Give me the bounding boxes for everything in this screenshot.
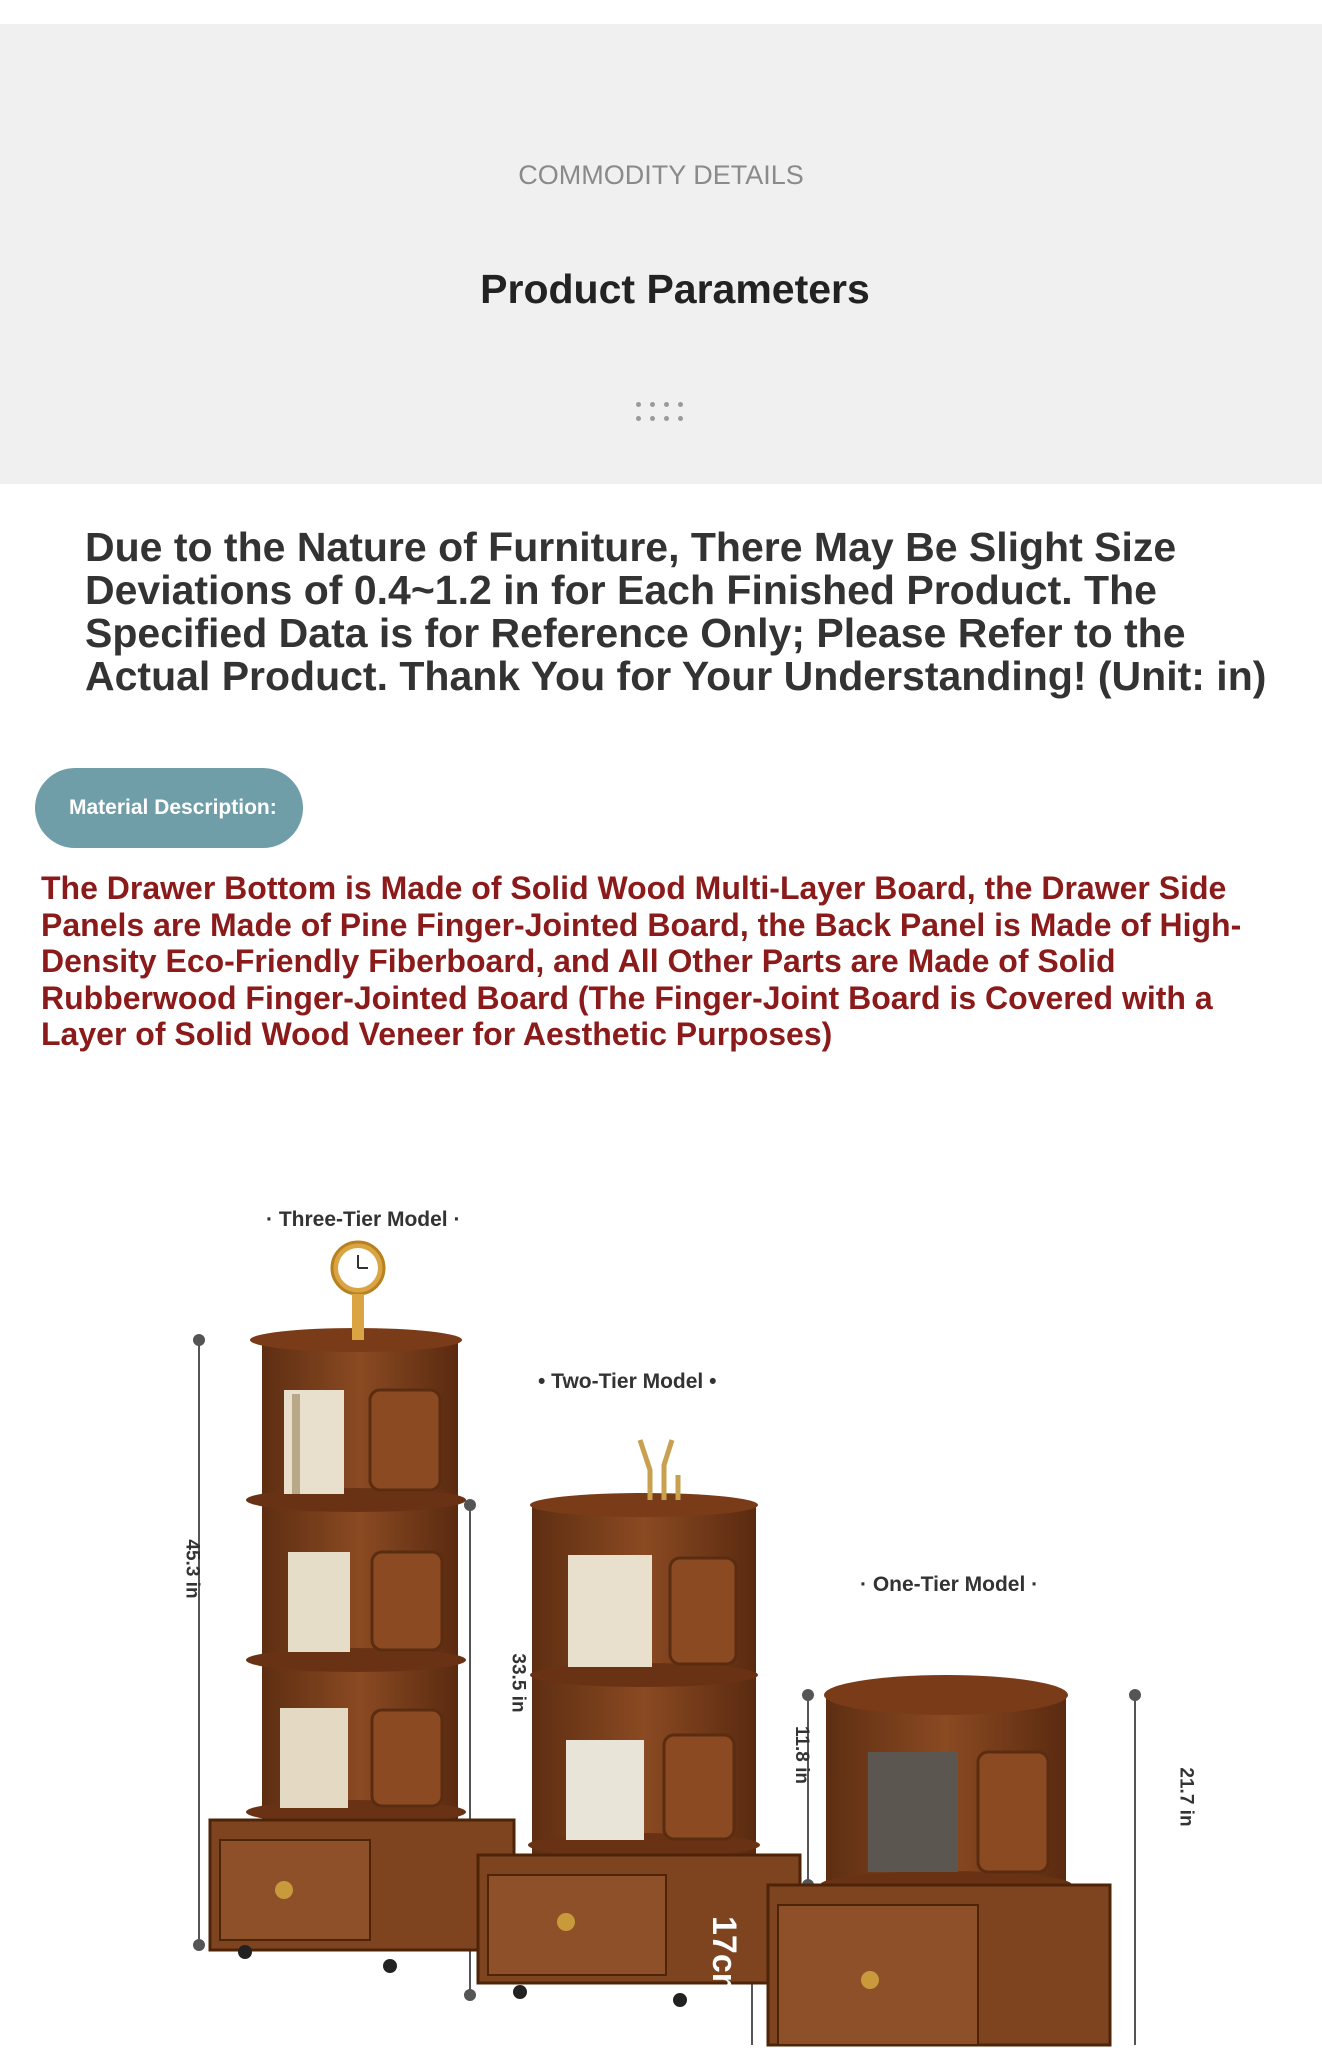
material-description-text: The Drawer Bottom is Made of Solid Wood Multi-Layer Board, the Drawer Side Panels are Made of Pine Finger-Jointed Board, the Back Panel is Made of High-Density Eco-Friendly Fiberboard, and All Other Parts are Made of Solid Rubberwood Finger-Jointed Board (The Finger-Joint Board is Covered with a Layer of Solid Wood Veneer for Aesthetic Purposes) [41,870,1242,1052]
one-tier-shelf [768,1675,1110,2045]
page-title: Product Parameters [480,266,870,312]
size-deviation-notice: Due to the Nature of Furniture, There May Be Slight Size Deviations of 0.4~1.2 in for Each Finished Product. The Specified Data is for Reference Only; Please Refer to the Actual Product. Thank You for Your Understanding! (Unit: in) [85,524,1267,699]
one-tier-model-label: · One-Tier Model · [860,1573,1039,1596]
dimension-line-one-tier [1130,1690,1140,2045]
dimension-line-tier-gap [803,1690,813,1890]
three-tier-height-label: 45.3 in [181,1539,203,1599]
two-tier-model-label: • Two-Tier Model • [538,1370,717,1393]
material-description-pill: Material Description: [35,768,303,848]
one-tier-height-label: 21.7 in [1175,1767,1197,1827]
dimension-line-three-tier [194,1335,204,1950]
decorative-dots [634,400,686,426]
tier-gap-label: 11.8 in [791,1725,813,1785]
section-subtitle: COMMODITY DETAILS [518,160,804,190]
base-height-label: 17cm [704,1916,743,2003]
two-tier-shelf [478,1440,800,2007]
three-tier-shelf [210,1242,514,1973]
three-tier-model-label: · Three-Tier Model · [266,1208,461,1231]
two-tier-height-label: 33.5 in [507,1653,529,1713]
header-banner [0,24,1322,484]
